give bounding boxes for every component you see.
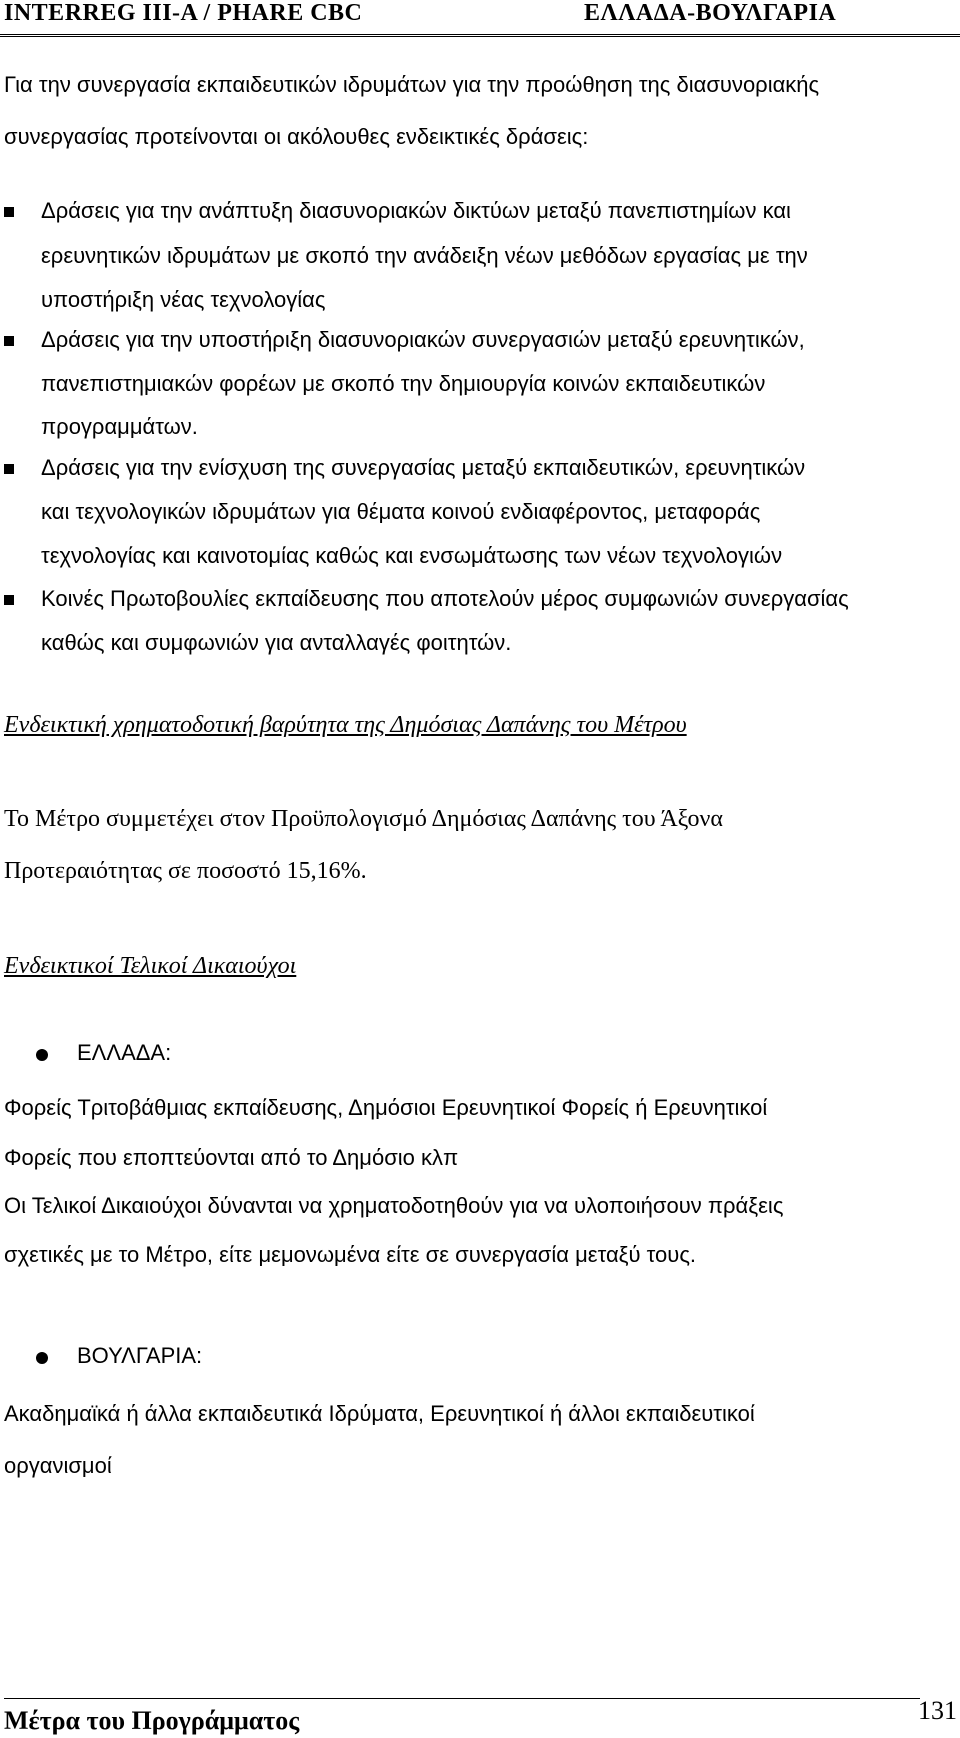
bullet-2-line-3: προγραμμάτων.: [41, 414, 198, 439]
budget-line-2: Προτεραιότητας σε ποσοστό 15,16%.: [4, 858, 367, 884]
greece-line-3: Οι Τελικοί Δικαιούχοι δύνανται να χρηματοδοτηθούν για να υλοποιήσουν πράξεις: [4, 1193, 784, 1218]
greece-line-1: Φορείς Τριτοβάθμιας εκπαίδευσης, Δημόσιοι Ερευνητικοί Φορείς ή Ερευνητικοί: [4, 1095, 768, 1120]
intro-line-1: [4, 72, 956, 98]
intro-text: Για την συνεργασία εκπαιδευτικών ιδρυμάτων για την προώθηση της διασυνοριακής: [4, 72, 820, 97]
bullet-3-line-2: και τεχνολογικών ιδρυμάτων για θέματα κοινού ενδιαφέροντος, μεταφοράς: [41, 499, 761, 524]
greece-label: ΕΛΛΑΔΑ:: [77, 1040, 172, 1065]
bullet-4-line-1: Κοινές Πρωτοβουλίες εκπαίδευσης που αποτελούν μέρος συμφωνιών συνεργασίας: [41, 586, 849, 611]
bullet-4-line-2: καθώς και συμφωνιών για ανταλλαγές φοιτητών.: [41, 630, 512, 655]
square-bullet-icon: [4, 464, 14, 474]
square-bullet-icon: [4, 336, 14, 346]
page-header: [0, 0, 960, 37]
bullet-1-line-1: Δράσεις για την ανάπτυξη διασυνοριακών δικτύων μεταξύ πανεπιστημίων και: [41, 198, 791, 223]
square-bullet-icon: [4, 595, 14, 605]
round-bullet-icon: [36, 1352, 48, 1364]
header-program: INTERREG III-A / PHARE CBC: [4, 0, 363, 26]
round-bullet-icon: [36, 1049, 48, 1061]
beneficiaries-heading: Ενδεικτικοί Τελικοί Δικαιούχοι: [4, 953, 297, 979]
bulgaria-line-2: οργανισμοί: [4, 1453, 112, 1478]
budget-line-1: Το Μέτρο συμμετέχει στον Προϋπολογισμό Δημόσιας Δαπάνης του Άξονα: [4, 806, 723, 832]
budget-heading: Ενδεικτική χρηματοδοτική βαρύτητα της Δημόσιας Δαπάνης του Μέτρου: [4, 712, 687, 738]
greece-line-2: Φορείς που εποπτεύονται από το Δημόσιο κλπ: [4, 1145, 459, 1170]
bullet-2-line-1: Δράσεις για την υποστήριξη διασυνοριακών συνεργασιών μεταξύ ερευνητικών,: [41, 327, 805, 352]
square-bullet-icon: [4, 207, 14, 217]
bullet-3-line-1: Δράσεις για την ενίσχυση της συνεργασίας μεταξύ εκπαιδευτικών, ερευνητικών: [41, 455, 806, 480]
footer-title: Μέτρα του Προγράμματος: [4, 1706, 300, 1735]
footer-rule: [4, 1698, 920, 1699]
bulgaria-line-1: Ακαδημαϊκά ή άλλα εκπαιδευτικά Ιδρύματα, Ερευνητικοί ή άλλοι εκπαιδευτικοί: [4, 1401, 755, 1426]
bullet-3-line-3: τεχνολογίας και καινοτομίας καθώς και ενσωμάτωσης των νέων τεχνολογιών: [41, 543, 783, 568]
header-region: ΕΛΛΑΔΑ-ΒΟΥΛΓΑΡΙΑ: [584, 0, 837, 26]
bulgaria-label: ΒΟΥΛΓΑΡΙΑ:: [77, 1343, 203, 1368]
intro-line-2: συνεργασίας προτείνονται οι ακόλουθες ενδεικτικές δράσεις:: [4, 124, 589, 149]
page-number: 131: [918, 1696, 957, 1725]
bullet-1-line-3: υποστήριξη νέας τεχνολογίας: [41, 287, 326, 312]
bullet-2-line-2: πανεπιστημιακών φορέων με σκοπό την δημιουργία κοινών εκπαιδευτικών: [41, 371, 766, 396]
bullet-1-line-2: ερευνητικών ιδρυμάτων με σκοπό την ανάδειξη νέων μεθόδων εργασίας με την: [41, 243, 808, 268]
greece-line-4: σχετικές με το Μέτρο, είτε μεμονωμένα είτε σε συνεργασία μεταξύ τους.: [4, 1242, 697, 1267]
